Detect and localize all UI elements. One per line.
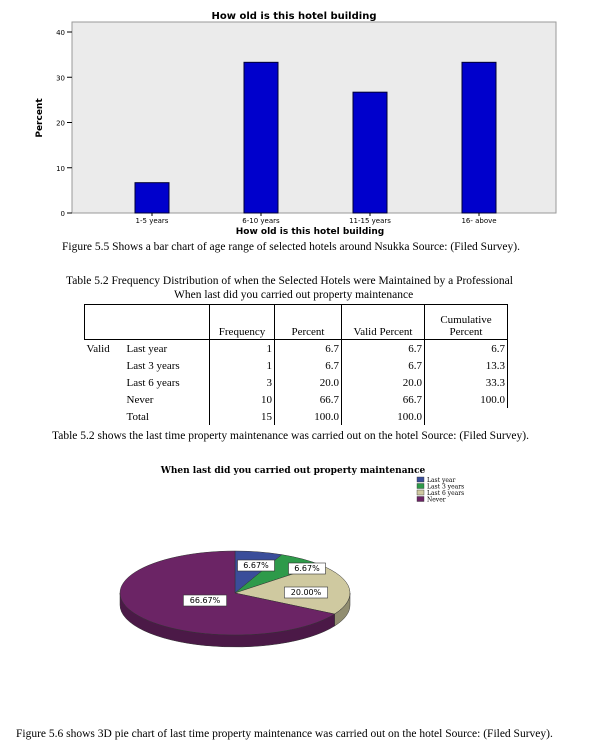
legend-swatch — [417, 497, 424, 502]
frequency-table-grid — [84, 304, 508, 425]
cell-percent: 100.0 — [275, 408, 342, 425]
cell-valid-percent: 6.7 — [342, 340, 425, 358]
bar-chart-title: How old is this hotel building — [211, 11, 377, 22]
cell-frequency: 10 — [210, 391, 275, 408]
cell-percent: 66.7 — [275, 391, 342, 408]
cell-percent: 6.7 — [275, 357, 342, 374]
y-tick-label: 20 — [56, 119, 65, 128]
cell-frequency: 1 — [210, 340, 275, 358]
header-cumulative-line1: Cumulative — [440, 314, 492, 326]
x-tick-label: 6-10 years — [242, 217, 280, 225]
cell-cumulative: 6.7 — [425, 340, 508, 358]
figure-5-6-caption: Figure 5.6 shows 3D pie chart of last time property maintenance was carried out on the hotel Source: (Filed Survey). — [16, 728, 553, 740]
y-tick-label: 0 — [60, 210, 65, 218]
pie-chart — [0, 455, 600, 685]
header-frequency: Frequency — [210, 305, 275, 340]
cell-cumulative: 33.3 — [425, 374, 508, 391]
cell-valid-percent: 100.0 — [342, 408, 425, 425]
bar — [135, 183, 169, 213]
header-percent: Percent — [275, 305, 342, 340]
cell-valid-percent: 20.0 — [342, 374, 425, 391]
table-header-row — [85, 305, 508, 340]
cell-valid-percent: 66.7 — [342, 391, 425, 408]
bar-chart — [0, 0, 600, 236]
pie-slice-label: 6.67% — [243, 561, 269, 570]
pie-chart-title: When last did you carried out property maintenance — [160, 466, 426, 476]
legend-label: Last 3 years — [427, 483, 465, 491]
pie-chart-svg — [0, 455, 600, 685]
pie-slice-label: 20.00% — [290, 588, 322, 597]
pie-legend — [417, 477, 464, 504]
cell-frequency: 3 — [210, 374, 275, 391]
row-label: Total — [125, 408, 210, 425]
bar — [462, 62, 496, 213]
cell-frequency: 15 — [210, 408, 275, 425]
table-corner-cell — [85, 305, 210, 340]
cell-cumulative: 100.0 — [425, 391, 508, 408]
y-tick-label: 40 — [56, 29, 65, 37]
header-valid-percent: Valid Percent — [342, 305, 425, 340]
table-row — [85, 357, 508, 374]
bar-chart-ylabel: Percent — [35, 98, 45, 138]
pie-slice-label: 66.67% — [189, 596, 221, 605]
cell-percent: 20.0 — [275, 374, 342, 391]
header-cumulative-percent — [425, 305, 508, 340]
legend-swatch — [417, 490, 424, 495]
bar-chart-xlabel: How old is this hotel building — [235, 227, 385, 236]
cell-valid-percent: 6.7 — [342, 357, 425, 374]
table-row — [85, 408, 508, 425]
group-label: Valid — [86, 342, 110, 355]
row-label: Last 6 years — [125, 374, 210, 391]
table-caption: Table 5.2 shows the last time property maintenance was carried out on the hotel Source: (Filed Survey). — [52, 430, 529, 442]
x-tick-label: 1-5 years — [135, 217, 169, 225]
bar — [244, 62, 278, 213]
y-tick-label: 30 — [56, 74, 65, 83]
legend-swatch — [417, 477, 424, 482]
bar-chart-svg — [0, 0, 600, 236]
figure-5-5-caption: Figure 5.5 Shows a bar chart of age range of selected hotels around Nsukka Source: (Filed Survey). — [62, 241, 520, 253]
legend-label: Never — [427, 496, 446, 504]
pie-slice-label: 6.67% — [294, 564, 320, 573]
row-label: Last 3 years — [125, 357, 210, 374]
table-row — [85, 374, 508, 391]
y-tick-label: 10 — [56, 164, 65, 173]
legend-swatch — [417, 484, 424, 489]
row-label: Last year — [125, 340, 210, 358]
x-tick-label: 16- above — [461, 217, 497, 225]
table-row — [85, 340, 508, 358]
table-title: Table 5.2 Frequency Distribution of when the Selected Hotels were Maintained by a Professional — [66, 275, 513, 287]
legend-label: Last year — [427, 477, 456, 484]
cell-frequency: 1 — [210, 357, 275, 374]
legend-label: Last 6 years — [427, 490, 465, 497]
header-cumulative-line2: Percent — [449, 326, 483, 338]
bar — [353, 92, 387, 213]
cell-cumulative — [425, 408, 508, 425]
cell-cumulative: 13.3 — [425, 357, 508, 374]
cell-percent: 6.7 — [275, 340, 342, 358]
row-label: Never — [125, 391, 210, 408]
table-row — [85, 391, 508, 408]
frequency-table — [84, 304, 508, 425]
table-subtitle: When last did you carried out property maintenance — [174, 289, 414, 301]
x-tick-label: 11-15 years — [349, 217, 391, 225]
